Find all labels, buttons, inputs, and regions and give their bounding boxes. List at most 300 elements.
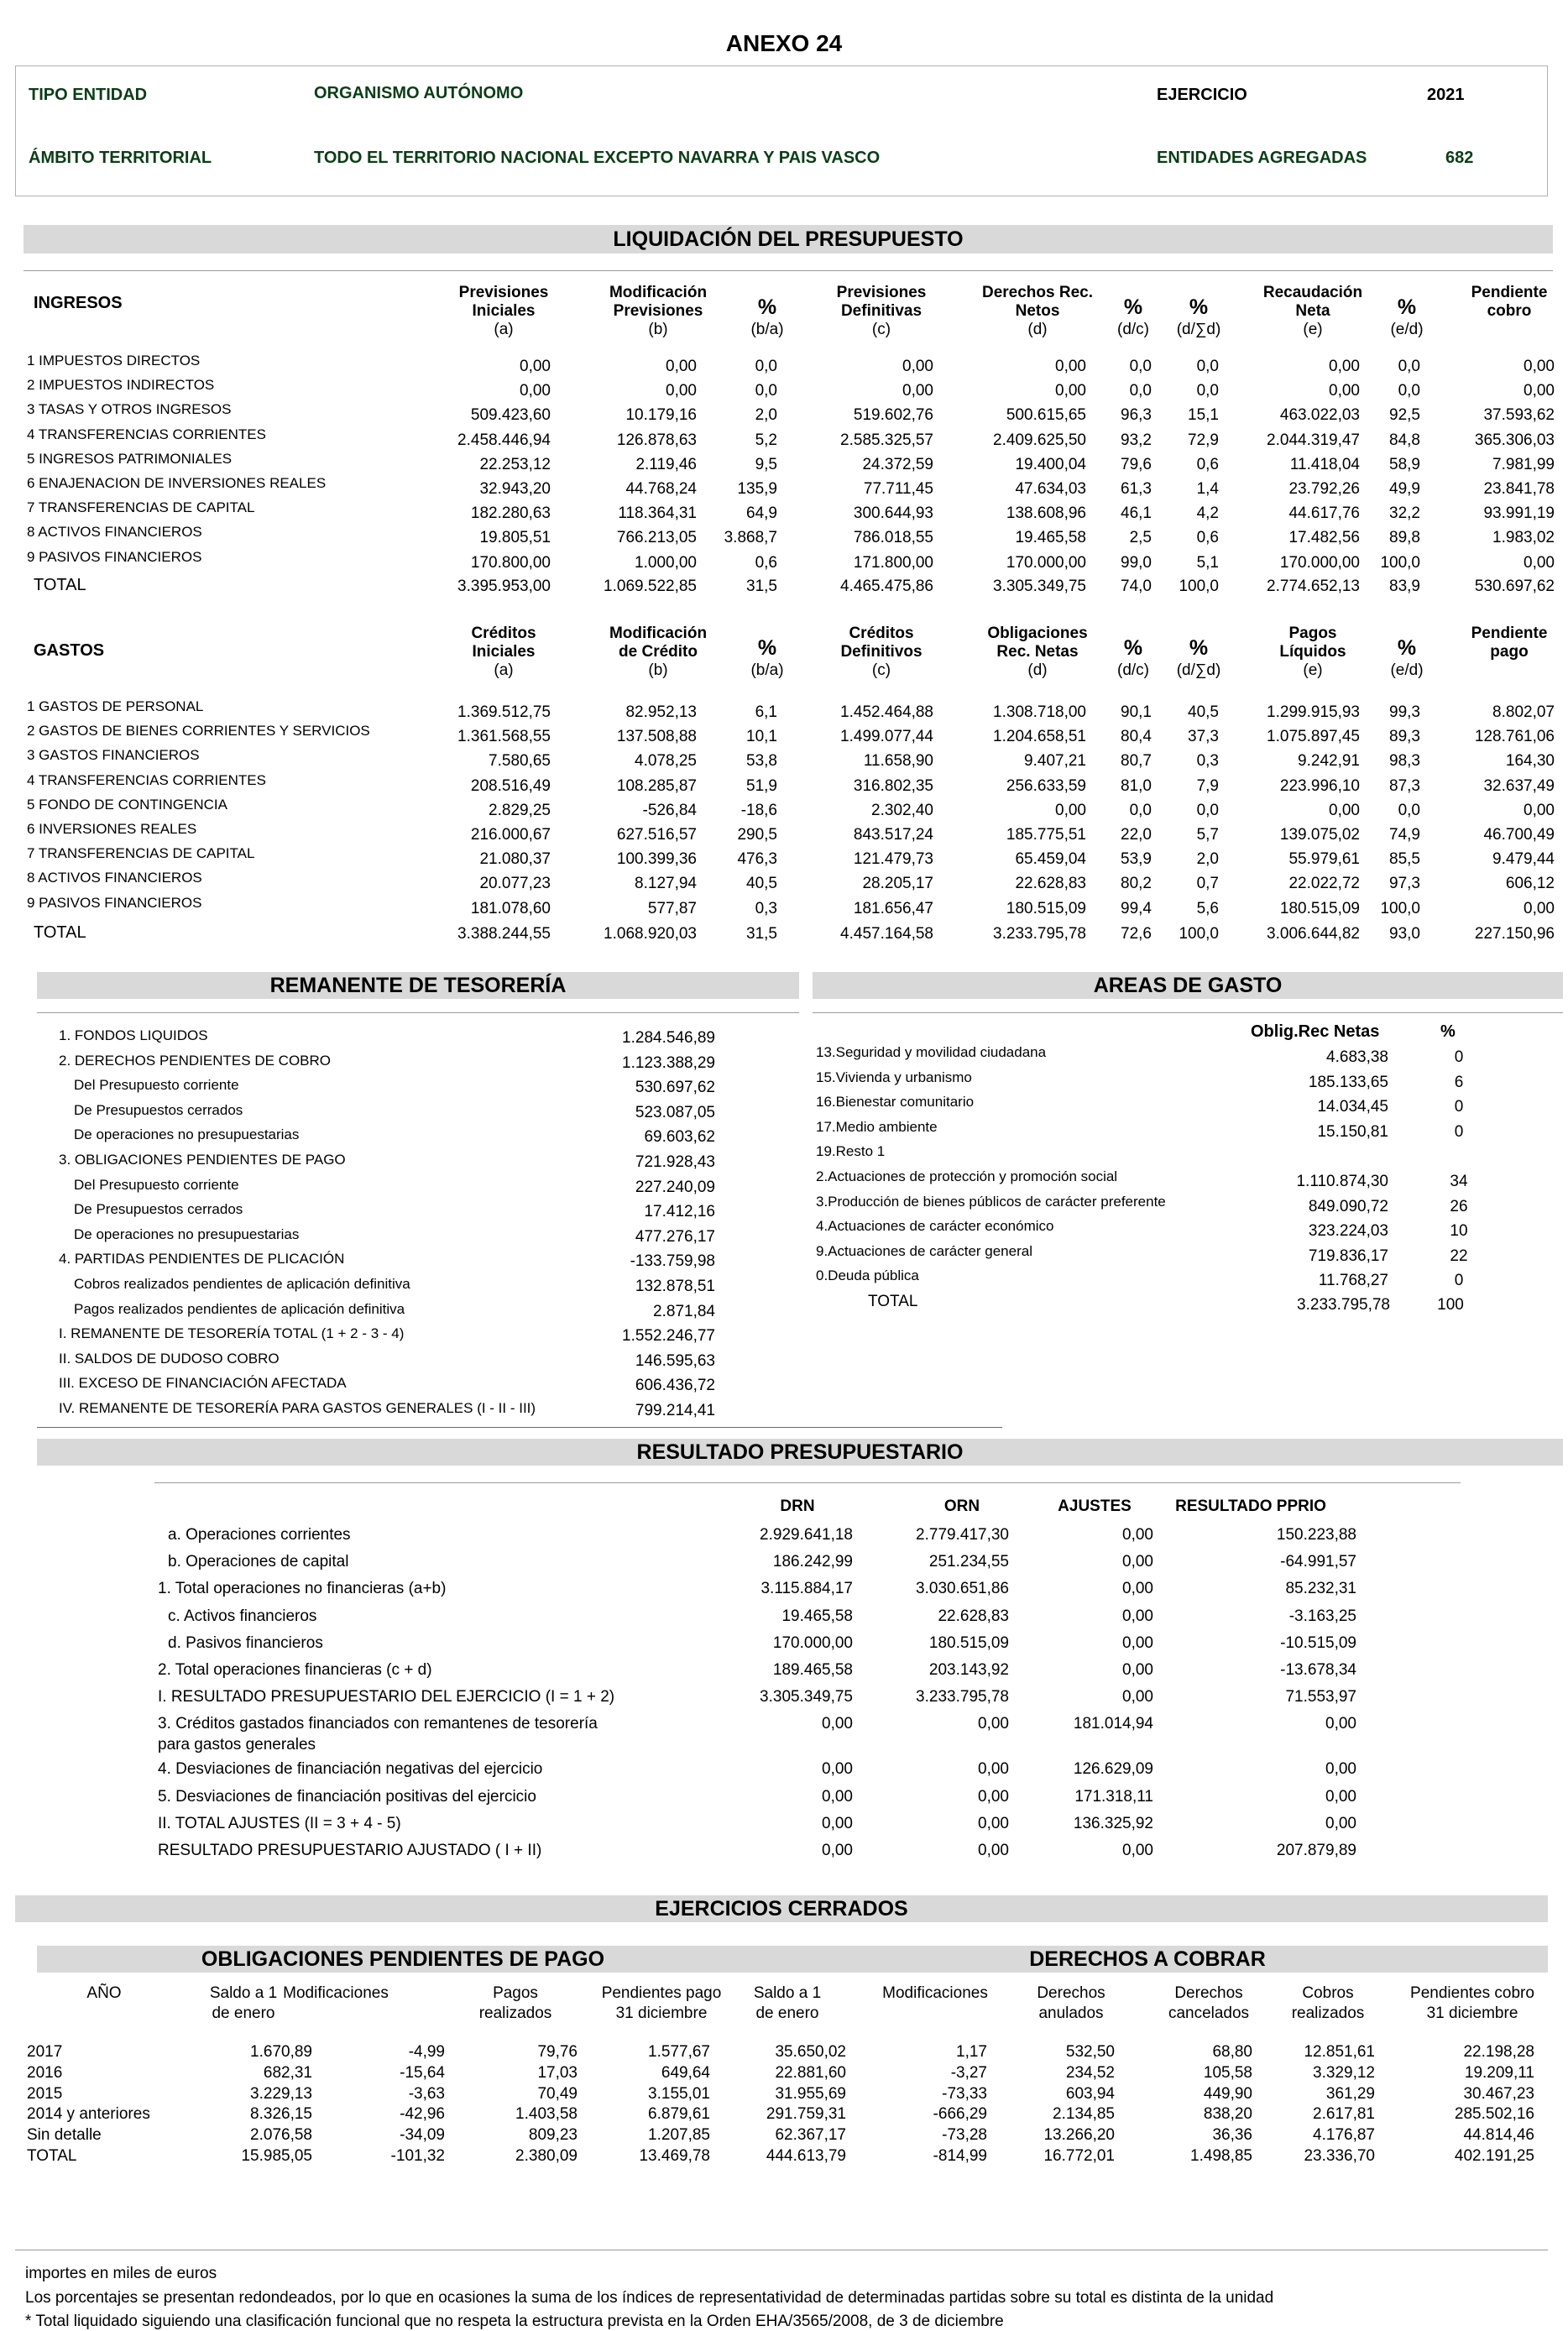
ejercicios-cell: 1.577,67 bbox=[648, 2043, 710, 2061]
areas-row-value: 185.133,65 bbox=[1308, 1073, 1388, 1091]
gastos-cell: 40,5 bbox=[746, 875, 777, 893]
gastos-header-4-1: Rec. Netas bbox=[996, 643, 1079, 661]
ingresos-row-label: 9 PASIVOS FINANCIEROS bbox=[27, 548, 202, 565]
areas-col1-header: Oblig.Rec Netas bbox=[1251, 1022, 1380, 1041]
gastos-header-2-1: % bbox=[757, 636, 777, 660]
areas-title: AREAS DE GASTO bbox=[813, 972, 1563, 999]
ejercicios-cell: 68,80 bbox=[1212, 2043, 1252, 2061]
areas-row-value: 719.836,17 bbox=[1308, 1247, 1388, 1265]
gastos-row bbox=[0, 845, 1568, 870]
areas-row-value: 4.683,38 bbox=[1326, 1048, 1388, 1066]
gastos-cell: 181.078,60 bbox=[470, 899, 551, 917]
gastos-total-row bbox=[0, 923, 1568, 945]
gastos-cell: 85,5 bbox=[1389, 850, 1420, 869]
ejercicios-cell: 16.772,01 bbox=[1043, 2147, 1115, 2165]
ejercicios-row bbox=[0, 2147, 1568, 2169]
ingresos-cell: 79,6 bbox=[1121, 455, 1152, 473]
ingresos-header-1-1: Previsiones bbox=[613, 302, 703, 320]
ingresos-total-cell: 74,0 bbox=[1121, 578, 1152, 595]
remanente-row-label: 3. OBLIGACIONES PENDIENTES DE PAGO bbox=[59, 1152, 346, 1168]
remanente-row-value: 523.087,05 bbox=[635, 1103, 715, 1121]
ejercicios-header: realizados bbox=[1291, 2004, 1365, 2022]
gastos-cell: 100.399,36 bbox=[616, 850, 697, 869]
ejercicios-cell: 44.814,46 bbox=[1463, 2126, 1534, 2145]
remanente-row-label: De operaciones no presupuestarias bbox=[74, 1126, 300, 1143]
ingresos-header-4-1: Netos bbox=[1015, 302, 1060, 320]
gastos-row bbox=[0, 796, 1568, 822]
resultado-cell: 2.929.641,18 bbox=[760, 1526, 853, 1544]
ejercicios-cell: 361,29 bbox=[1325, 2084, 1375, 2103]
areas-row-value: 15.150,81 bbox=[1317, 1122, 1388, 1141]
gastos-total-label: TOTAL bbox=[34, 923, 86, 942]
resultado-cell: 3.305.349,75 bbox=[760, 1688, 853, 1706]
gastos-cell: 90,1 bbox=[1121, 703, 1152, 721]
ejercicios-row-label: 2015 bbox=[27, 2084, 63, 2103]
ingresos-cell: 0,00 bbox=[1329, 382, 1360, 400]
ejercicios-cell: 17,03 bbox=[537, 2063, 578, 2082]
ingresos-cell: 0,6 bbox=[1196, 529, 1219, 547]
ingresos-header-0-1: Iniciales bbox=[472, 302, 536, 320]
gastos-cell: 137.508,88 bbox=[616, 728, 697, 746]
gastos-row bbox=[0, 870, 1568, 895]
remanente-row-value: 69.603,62 bbox=[644, 1128, 715, 1147]
remanente-row-label: Del Presupuesto corriente bbox=[74, 1077, 239, 1094]
ingresos-cell: 93.991,19 bbox=[1483, 504, 1555, 523]
gastos-cell: 0,0 bbox=[1196, 801, 1219, 819]
gastos-cell: 1.361.568,55 bbox=[457, 728, 551, 746]
ejercicios-header: de enero bbox=[755, 2004, 819, 2022]
areas-row-value: 323.224,03 bbox=[1308, 1222, 1388, 1241]
ejercicios-header: realizados bbox=[478, 2004, 552, 2022]
ingresos-row-label: 2 IMPUESTOS INDIRECTOS bbox=[27, 377, 215, 394]
resultado-cell: 0,00 bbox=[1122, 1607, 1153, 1625]
remanente-row-label: De Presupuestos cerrados bbox=[74, 1201, 243, 1218]
resultado-header: ORN bbox=[943, 1497, 980, 1515]
remanente-row-value: 721.928,43 bbox=[635, 1153, 715, 1171]
resultado-row-label: d. Pasivos financieros bbox=[168, 1633, 323, 1652]
resultado-row-label: 3. Créditos gastados financiados con remantenes de tesorería bbox=[158, 1715, 598, 1733]
ejercicios-row bbox=[0, 2105, 1568, 2127]
ejercicios-cell: 23.336,70 bbox=[1304, 2147, 1375, 2165]
areas-row-label: 16.Bienestar comunitario bbox=[816, 1094, 975, 1111]
ingresos-cell: 365.306,03 bbox=[1474, 431, 1555, 449]
ingresos-cell: 3.868,7 bbox=[724, 529, 777, 547]
ingresos-cell: 126.878,63 bbox=[616, 431, 697, 449]
gastos-cell: 9.479,44 bbox=[1492, 850, 1555, 869]
ingresos-cell: 4,2 bbox=[1196, 504, 1219, 523]
ejercicios-cell: 2.076,58 bbox=[250, 2126, 312, 2145]
remanente-row-label: II. SALDOS DE DUDOSO COBRO bbox=[59, 1350, 280, 1367]
ingresos-cell: 24.372,59 bbox=[862, 455, 933, 473]
ejercicios-header: Pagos bbox=[493, 1984, 538, 2002]
ingresos-cell: 96,3 bbox=[1121, 406, 1152, 425]
ingresos-cell: 84,8 bbox=[1389, 431, 1420, 449]
gastos-header-6-1: % bbox=[1189, 636, 1209, 660]
remanente-row bbox=[0, 1375, 1568, 1397]
ingresos-cell: 99,0 bbox=[1121, 553, 1152, 572]
areas-row-label: 19.Resto 1 bbox=[816, 1143, 886, 1160]
gastos-cell: 843.517,24 bbox=[853, 826, 933, 844]
ingresos-row-label: 1 IMPUESTOS DIRECTOS bbox=[27, 353, 201, 368]
ingresos-cell: 118.364,31 bbox=[618, 504, 697, 523]
ingresos-cell: 5,1 bbox=[1196, 553, 1219, 572]
gastos-cell: 4.078,25 bbox=[635, 752, 697, 771]
areas-row-pct: 0 bbox=[1454, 1098, 1464, 1116]
resultado-cell: 0,00 bbox=[1122, 1661, 1153, 1679]
resultado-row bbox=[0, 1553, 1568, 1575]
areas-row-value: 11.768,27 bbox=[1318, 1272, 1388, 1290]
ingresos-header-6-1: % bbox=[1189, 295, 1209, 319]
ingresos-header-5-1: % bbox=[1123, 295, 1143, 319]
ingresos-cell: 0,00 bbox=[1524, 553, 1555, 572]
ejercicios-header: Modificaciones bbox=[882, 1984, 988, 2002]
ingresos-total-cell: 83,9 bbox=[1389, 578, 1420, 595]
ejercicios-cell: 31.955,69 bbox=[775, 2084, 846, 2103]
remanente-row bbox=[0, 1325, 1568, 1347]
gastos-header-2-2: (b/a) bbox=[750, 661, 784, 679]
resultado-row-label-2: para gastos generales bbox=[158, 1736, 316, 1754]
gastos-header-9-1: pago bbox=[1490, 643, 1529, 661]
ingresos-row-label: 5 INGRESOS PATRIMONIALES bbox=[27, 450, 233, 467]
ejercicios-cell: -101,32 bbox=[390, 2147, 445, 2165]
ejercicios-header: Saldo a 1 bbox=[753, 1984, 822, 2002]
gastos-cell: 82.952,13 bbox=[625, 703, 697, 721]
gastos-cell: 80,2 bbox=[1121, 875, 1152, 893]
gastos-cell: 9.407,21 bbox=[1024, 752, 1086, 771]
gastos-cell: 40,5 bbox=[1188, 703, 1219, 721]
ingresos-cell: 0,6 bbox=[755, 553, 777, 572]
remanente-row-label: IV. REMANENTE DE TESORERÍA PARA GASTOS GENERALES (I - II - III) bbox=[59, 1400, 536, 1416]
gastos-cell: 627.516,57 bbox=[616, 826, 697, 844]
resultado-cell: 0,00 bbox=[822, 1715, 853, 1733]
gastos-cell: 87,3 bbox=[1389, 776, 1420, 795]
gastos-cell: 180.515,09 bbox=[1006, 899, 1086, 917]
gastos-row bbox=[0, 723, 1568, 748]
gastos-header-0-0: Créditos bbox=[471, 625, 536, 642]
gastos-total-cell: 93,0 bbox=[1389, 925, 1420, 943]
areas-total-value: 3.233.795,78 bbox=[1297, 1296, 1390, 1314]
ejercicios-cell: 22.198,28 bbox=[1463, 2043, 1534, 2061]
ingresos-cell: 49,9 bbox=[1389, 480, 1420, 498]
ejercicios-header: anulados bbox=[1038, 2004, 1104, 2022]
areas-row-pct: 6 bbox=[1454, 1073, 1464, 1091]
gastos-cell: 223.996,10 bbox=[1279, 776, 1360, 795]
ingresos-header-3-1: Definitivas bbox=[840, 302, 923, 320]
gastos-cell: 22.628,83 bbox=[1015, 875, 1086, 893]
resultado-row-label: RESULTADO PRESUPUESTARIO AJUSTADO ( I + II) bbox=[158, 1842, 542, 1859]
ingresos-header-1-0: Modificación bbox=[609, 284, 708, 301]
ejercicios-cell: 809,23 bbox=[528, 2126, 578, 2145]
ingresos-row bbox=[0, 548, 1568, 574]
ingresos-cell: 2.409.625,50 bbox=[993, 431, 1086, 449]
resultado-cell: -13.678,34 bbox=[1280, 1661, 1356, 1679]
remanente-row bbox=[0, 1400, 1568, 1422]
gastos-cell: 98,3 bbox=[1389, 752, 1420, 771]
ejercicios-cell: 19.209,11 bbox=[1464, 2063, 1534, 2082]
ingresos-cell: 509.423,60 bbox=[470, 406, 551, 425]
ejercicios-cell: -42,96 bbox=[400, 2105, 445, 2124]
remanente-row-value: 477.276,17 bbox=[635, 1227, 715, 1246]
ingresos-cell: 61,3 bbox=[1121, 480, 1152, 498]
ejercicios-cell: 291.759,31 bbox=[766, 2105, 846, 2124]
ingresos-cell: 1,4 bbox=[1196, 480, 1219, 498]
ingresos-cell: 44.768,24 bbox=[625, 480, 697, 498]
ejercicios-row bbox=[0, 2126, 1568, 2148]
entidades-value: 682 bbox=[1445, 149, 1474, 167]
gastos-row bbox=[0, 698, 1568, 724]
resultado-cell: 71.553,97 bbox=[1285, 1688, 1356, 1706]
ingresos-cell: 2,5 bbox=[1129, 529, 1152, 547]
gastos-header-3-2: (c) bbox=[871, 661, 891, 679]
ejercicios-cell: -666,29 bbox=[933, 2105, 987, 2124]
areas-row-label: 17.Medio ambiente bbox=[816, 1118, 938, 1135]
gastos-cell: 139.075,02 bbox=[1279, 826, 1360, 844]
ejercicios-cell: 2.380,09 bbox=[515, 2147, 578, 2165]
ingresos-cell: 32,2 bbox=[1389, 504, 1420, 523]
gastos-cell: 0,0 bbox=[1398, 801, 1420, 819]
gastos-cell: 53,9 bbox=[1121, 850, 1152, 869]
gastos-row bbox=[0, 894, 1568, 920]
ingresos-cell: 11.418,04 bbox=[1289, 455, 1360, 473]
ingresos-header-9-0: Pendiente bbox=[1471, 284, 1548, 301]
ingresos-label: INGRESOS bbox=[34, 294, 123, 312]
gastos-cell: 577,87 bbox=[647, 899, 697, 917]
ejercicios-row bbox=[0, 2064, 1568, 2086]
gastos-cell: -18,6 bbox=[740, 801, 777, 819]
resultado-cell: 0,00 bbox=[1325, 1715, 1356, 1733]
ingresos-header-2-1: % bbox=[757, 295, 777, 319]
resultado-cell: 0,00 bbox=[1122, 1526, 1153, 1544]
gastos-cell: 2.829,25 bbox=[489, 801, 551, 819]
gastos-cell: 10,1 bbox=[746, 728, 777, 746]
ingresos-header-8-1: % bbox=[1397, 295, 1417, 319]
resultado-cell: 0,00 bbox=[978, 1787, 1009, 1806]
ejercicios-cell: 3.155,01 bbox=[648, 2084, 710, 2103]
ingresos-cell: 15,1 bbox=[1188, 406, 1219, 425]
ingresos-header-8-2: (e/d) bbox=[1390, 321, 1424, 338]
gastos-row-label: 2 GASTOS DE BIENES CORRIENTES Y SERVICIOS bbox=[27, 723, 370, 740]
resultado-cell: 189.465,58 bbox=[772, 1661, 853, 1679]
ejercicios-header: Saldo a 1 bbox=[209, 1984, 278, 2002]
ejercicios-header: Derechos bbox=[1174, 1984, 1243, 2002]
ingresos-total-cell: 1.069.522,85 bbox=[604, 578, 697, 595]
gastos-cell: 121.479,73 bbox=[853, 850, 933, 869]
resultado-cell: 203.143,92 bbox=[928, 1661, 1009, 1679]
ingresos-total-cell: 530.697,62 bbox=[1474, 578, 1555, 595]
ejercicios-row-label: 2016 bbox=[27, 2063, 63, 2082]
gastos-row-label: 5 FONDO DE CONTINGENCIA bbox=[27, 796, 227, 813]
remanente-row-label: 4. PARTIDAS PENDIENTES DE PLICACIÓN bbox=[59, 1251, 345, 1267]
ingresos-cell: 0,00 bbox=[666, 382, 697, 400]
gastos-cell: 606,12 bbox=[1505, 875, 1555, 893]
gastos-cell: 1.369.512,75 bbox=[457, 703, 551, 721]
resultado-cell: 0,00 bbox=[822, 1814, 853, 1832]
gastos-cell: 9.242,91 bbox=[1298, 752, 1360, 771]
ejercicios-cell: 1.403,58 bbox=[515, 2105, 578, 2124]
resultado-cell: 0,00 bbox=[1325, 1787, 1356, 1806]
ejercicios-row bbox=[0, 2085, 1568, 2107]
areas-row bbox=[0, 1218, 1568, 1240]
ejercicios-row-label: TOTAL bbox=[27, 2147, 77, 2165]
resultado-cell: 3.233.795,78 bbox=[916, 1688, 1009, 1706]
ejercicios-cell: -3,63 bbox=[408, 2084, 445, 2103]
gastos-cell: 80,7 bbox=[1121, 752, 1152, 771]
ingresos-cell: 2.458.446,94 bbox=[457, 431, 551, 449]
ingresos-total-cell: 3.305.349,75 bbox=[993, 578, 1086, 595]
ingresos-cell: 0,00 bbox=[666, 358, 697, 375]
ingresos-row-label: 3 TASAS Y OTROS INGRESOS bbox=[27, 401, 232, 418]
gastos-cell: 181.656,47 bbox=[853, 899, 933, 917]
ingresos-cell: 0,00 bbox=[1329, 358, 1360, 375]
gastos-header-1-2: (b) bbox=[648, 661, 668, 679]
gastos-row-label: 8 ACTIVOS FINANCIEROS bbox=[27, 870, 202, 886]
areas-row bbox=[0, 1044, 1568, 1066]
gastos-header-7-1: Líquidos bbox=[1279, 643, 1346, 661]
gastos-header-6-2: (d/∑d) bbox=[1176, 661, 1221, 679]
ingresos-cell: 19.400,04 bbox=[1015, 455, 1086, 473]
resultado-cell: -64.991,57 bbox=[1280, 1553, 1356, 1571]
gastos-cell: 164,30 bbox=[1505, 752, 1555, 771]
gastos-cell: 216.000,67 bbox=[470, 826, 551, 844]
resultado-cell: 207.879,89 bbox=[1276, 1842, 1356, 1859]
ingresos-cell: 72,9 bbox=[1188, 431, 1219, 449]
resultado-row bbox=[0, 1526, 1568, 1548]
areas-row-label: 3.Producción de bienes públicos de carácter preferente bbox=[816, 1193, 1166, 1210]
ejercicios-cell: 603,94 bbox=[1065, 2084, 1115, 2103]
resultado-cell: 0,00 bbox=[978, 1715, 1009, 1733]
ingresos-cell: 0,00 bbox=[1524, 382, 1555, 400]
gastos-cell: 0,00 bbox=[1329, 801, 1360, 819]
ejercicios-cell: 3.329,12 bbox=[1313, 2063, 1375, 2082]
remanente-row-label: Del Presupuesto corriente bbox=[74, 1176, 239, 1193]
resultado-cell: 0,00 bbox=[1122, 1633, 1153, 1652]
gastos-cell: 1.308.718,00 bbox=[993, 703, 1086, 721]
ingresos-cell: 23.841,78 bbox=[1483, 480, 1555, 498]
ejercicios-cell: 234,52 bbox=[1065, 2063, 1115, 2082]
remanente-row-value: 17.412,16 bbox=[644, 1203, 715, 1221]
ingresos-cell: 2.585.325,57 bbox=[840, 431, 933, 449]
gastos-row-label: 1 GASTOS DE PERSONAL bbox=[27, 698, 204, 714]
resultado-cell: 136.325,92 bbox=[1073, 1814, 1153, 1832]
gastos-total-cell: 4.457.164,58 bbox=[840, 925, 933, 943]
ingresos-cell: 0,00 bbox=[1055, 382, 1086, 400]
ejercicios-cell: 62.367,17 bbox=[775, 2126, 846, 2145]
gastos-cell: 74,9 bbox=[1389, 826, 1420, 844]
ingresos-cell: 64,9 bbox=[746, 504, 777, 523]
resultado-row bbox=[0, 1788, 1568, 1810]
ingresos-cell: 9,5 bbox=[755, 455, 777, 473]
areas-total-pct: 100 bbox=[1437, 1296, 1464, 1314]
ingresos-header-4-0: Derechos Rec. bbox=[981, 284, 1093, 301]
ingresos-cell: 519.602,76 bbox=[853, 406, 933, 425]
gastos-header-4-0: Obligaciones bbox=[987, 625, 1088, 642]
ejercicios-cell: 35.650,02 bbox=[775, 2043, 846, 2061]
gastos-cell: 1.452.464,88 bbox=[840, 703, 933, 721]
ingresos-cell: 93,2 bbox=[1121, 431, 1152, 449]
resultado-cell: 0,00 bbox=[1122, 1553, 1153, 1571]
resultado-cell: -10.515,09 bbox=[1280, 1633, 1356, 1652]
areas-row bbox=[0, 1168, 1568, 1190]
gastos-cell: 208.516,49 bbox=[470, 776, 551, 795]
remanente-row-value: 132.878,51 bbox=[635, 1278, 715, 1295]
ingresos-total-row bbox=[0, 576, 1568, 598]
areas-row bbox=[0, 1094, 1568, 1116]
remanente-row-value: 1.123.388,29 bbox=[622, 1053, 715, 1072]
ingresos-cell: 0,00 bbox=[520, 382, 551, 400]
ejercicios-row-label: 2014 y anteriores bbox=[27, 2105, 150, 2124]
ingresos-cell: 89,8 bbox=[1389, 529, 1420, 547]
ingresos-header-1-2: (b) bbox=[648, 321, 668, 338]
areas-row-label: 9.Actuaciones de carácter general bbox=[816, 1242, 1032, 1259]
page-title: ANEXO 24 bbox=[725, 30, 843, 56]
gastos-total-cell: 31,5 bbox=[746, 925, 777, 943]
ingresos-cell: 0,0 bbox=[1129, 382, 1152, 400]
gastos-row-label: 7 TRANSFERENCIAS DE CAPITAL bbox=[27, 845, 255, 862]
resultado-row bbox=[0, 1815, 1568, 1837]
gastos-cell: 89,3 bbox=[1389, 728, 1420, 746]
ingresos-cell: 171.800,00 bbox=[853, 553, 933, 572]
gastos-header-7-2: (e) bbox=[1303, 661, 1323, 679]
remanente-row-label: 2. DERECHOS PENDIENTES DE COBRO bbox=[59, 1052, 332, 1069]
remanente-row-value: 1.552.246,77 bbox=[622, 1327, 715, 1346]
gastos-row-label: 9 PASIVOS FINANCIEROS bbox=[27, 894, 202, 911]
ingresos-header-0-0: Previsiones bbox=[458, 284, 549, 301]
resultado-row-label: c. Activos financieros bbox=[168, 1607, 317, 1625]
gastos-cell: 0,7 bbox=[1196, 875, 1219, 893]
remanente-row-label: De operaciones no presupuestarias bbox=[74, 1226, 300, 1242]
remanente-row-value: 1.284.546,89 bbox=[622, 1029, 715, 1047]
ejercicios-header: Pendientes pago bbox=[601, 1984, 722, 2002]
resultado-cell: -3.163,25 bbox=[1288, 1607, 1356, 1625]
obligaciones-title: OBLIGACIONES PENDIENTES DE PAGO bbox=[37, 1946, 769, 1973]
resultado-title: RESULTADO PRESUPUESTARIO bbox=[37, 1439, 1563, 1466]
gastos-header-0-2: (a) bbox=[494, 661, 514, 679]
derechos-title: DERECHOS A COBRAR bbox=[747, 1946, 1548, 1973]
ejercicios-row-label: Sin detalle bbox=[27, 2126, 102, 2145]
resultado-row-label: I. RESULTADO PRESUPUESTARIO DEL EJERCICIO (I = 1 + 2) bbox=[158, 1688, 615, 1706]
ingresos-cell: 5,2 bbox=[755, 431, 777, 449]
ingresos-cell: 47.634,03 bbox=[1015, 480, 1086, 498]
ejercicios-cell: -73,28 bbox=[942, 2126, 987, 2145]
gastos-cell: 97,3 bbox=[1389, 875, 1420, 893]
ingresos-cell: 170.000,00 bbox=[1006, 553, 1086, 572]
gastos-cell: 81,0 bbox=[1121, 776, 1152, 795]
ejercicios-cell: 13.266,20 bbox=[1043, 2126, 1115, 2145]
ingresos-cell: 0,0 bbox=[1129, 358, 1152, 375]
ejercicios-row-label: 2017 bbox=[27, 2043, 63, 2061]
ejercicios-cell: 532,50 bbox=[1065, 2043, 1115, 2061]
resultado-cell: 171.318,11 bbox=[1074, 1787, 1153, 1806]
footer-note-classification: * Total liquidado siguiendo una clasificación funcional que no respeta la estructura prevista en la Orden EHA/3565/2008, de 3 de diciembre bbox=[25, 2313, 1004, 2330]
ingresos-row bbox=[0, 426, 1568, 452]
resultado-cell: 150.223,88 bbox=[1276, 1526, 1356, 1544]
ejercicios-cell: -34,09 bbox=[400, 2126, 445, 2145]
gastos-cell: 20.077,23 bbox=[479, 875, 551, 893]
ingresos-row bbox=[0, 524, 1568, 549]
resultado-cell: 85.232,31 bbox=[1285, 1580, 1356, 1598]
gastos-cell: 0,3 bbox=[1196, 752, 1219, 771]
ingresos-cell: 170.000,00 bbox=[1279, 553, 1360, 572]
ingresos-row-label: 8 ACTIVOS FINANCIEROS bbox=[27, 524, 202, 541]
gastos-cell: 65.459,04 bbox=[1015, 850, 1086, 869]
ejercicios-cell: 15.985,05 bbox=[241, 2147, 312, 2165]
gastos-row bbox=[0, 771, 1568, 797]
areas-row-label: 0.Deuda pública bbox=[816, 1267, 919, 1284]
resultado-cell: 0,00 bbox=[978, 1814, 1009, 1832]
ejercicio-label: EJERCICIO bbox=[1157, 86, 1247, 104]
ejercicios-header: Cobros bbox=[1302, 1984, 1354, 2002]
areas-row bbox=[0, 1267, 1568, 1289]
